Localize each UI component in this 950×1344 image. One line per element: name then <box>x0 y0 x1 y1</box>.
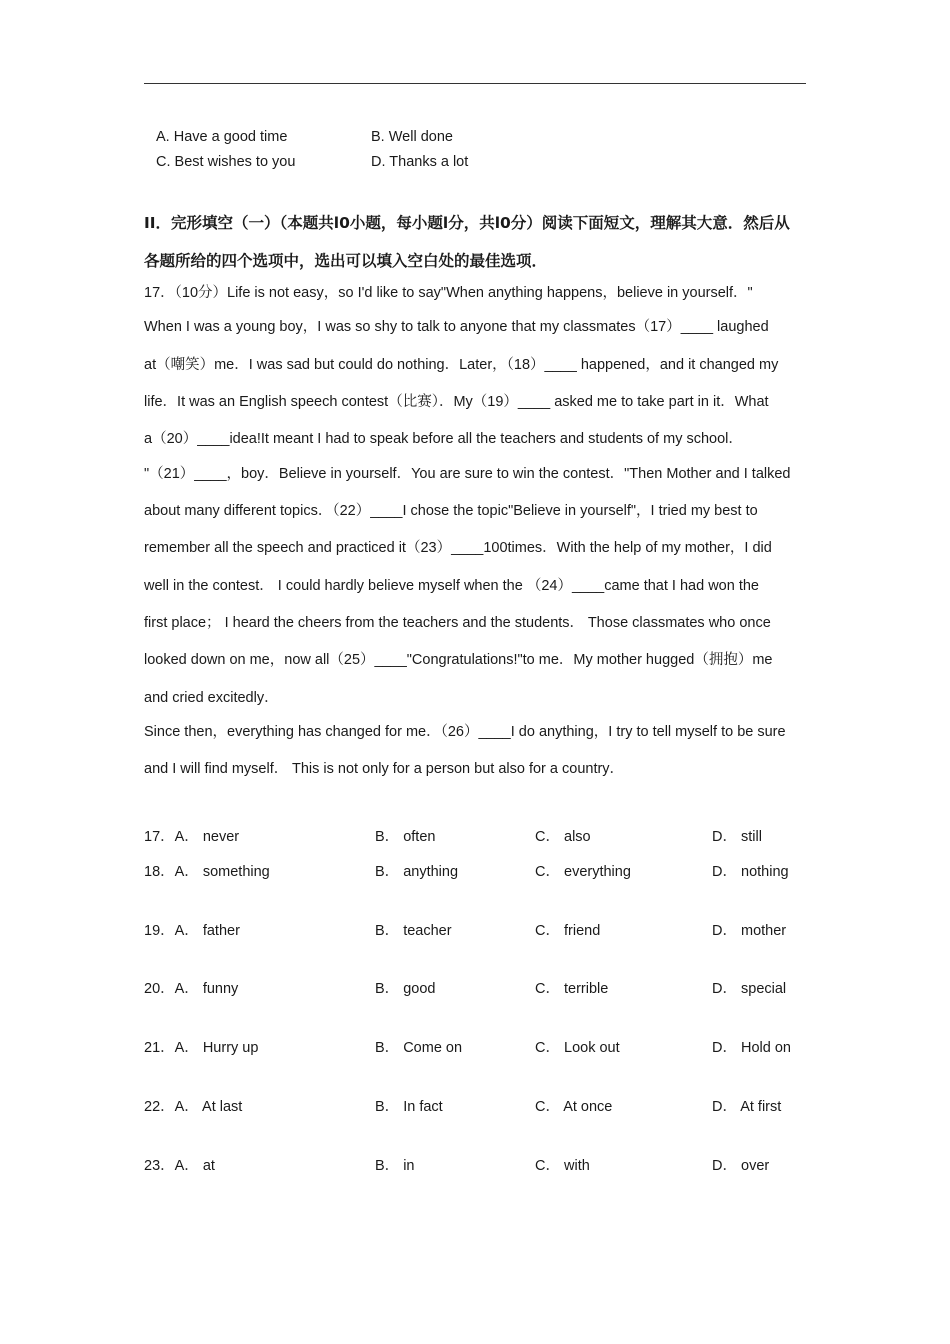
choice-c: C． everything <box>535 864 631 880</box>
options-row <box>156 125 656 150</box>
option-c: C. Best wishes to you <box>156 154 296 170</box>
passage-line: about many different topics．（22）____I chose the topic"Believe in yourself"，I tried my best to <box>144 503 758 519</box>
question-row <box>144 1154 806 1176</box>
passage-line: and cried excitedly． <box>144 690 279 706</box>
question-row <box>144 977 806 999</box>
choice-a: 19．A． father <box>144 923 240 939</box>
question-row <box>144 919 806 941</box>
choice-a: 22．A． At last <box>144 1099 243 1115</box>
options-row <box>156 150 656 175</box>
header-rule <box>144 83 806 84</box>
choice-b: B． anything <box>375 864 459 880</box>
choice-c: C． Look out <box>535 1040 620 1056</box>
choice-a: 17．A． never <box>144 829 240 845</box>
choice-d: D． special <box>712 981 787 997</box>
previous-question-options <box>156 125 656 175</box>
choice-b: B． teacher <box>375 923 452 939</box>
choice-c: C． also <box>535 829 591 845</box>
passage-line: at（嘲笑）me．I was sad but could do nothing．Later，（18）____ happened，and it changed my <box>144 357 779 373</box>
section-heading-line: 各题所给的四个选项中，选出可以填入空白处的最佳选项． <box>144 252 548 270</box>
passage-line: and I will find myself． This is not only for a person but also for a country． <box>144 761 625 777</box>
question-row <box>144 1036 806 1058</box>
passage-line: a（20）____idea!It meant I had to speak before all the teachers and students of my school． <box>144 431 743 447</box>
question-row <box>144 825 806 847</box>
choice-b: B． Come on <box>375 1040 463 1056</box>
choice-d: D． Hold on <box>712 1040 791 1056</box>
choice-d: D． mother <box>712 923 787 939</box>
choice-d: D． nothing <box>712 864 789 880</box>
passage-line: looked down on me，now all（25）____"Congratulations!"to me．My mother hugged（拥抱）me <box>144 652 773 668</box>
question-row <box>144 1095 806 1117</box>
passage-line: life．It was an English speech contest（比赛）．My（19）____ asked me to take part in it．What <box>144 394 769 410</box>
passage-line: remember all the speech and practiced it（23）____100times．With the help of my mother，I did <box>144 540 772 556</box>
choice-c: C． terrible <box>535 981 609 997</box>
passage-line: "（21）____，boy．Believe in yourself．You are sure to win the contest．"Then Mother and I talked <box>144 466 791 482</box>
passage-line: Since then，everything has changed for me．（26）____I do anything，I try to tell myself to be sure <box>144 724 786 740</box>
choice-d: D． At first <box>712 1099 782 1115</box>
passage-line: first place； I heard the cheers from the teachers and the students． Those classmates who once <box>144 615 771 631</box>
choice-c: C． friend <box>535 923 601 939</box>
choice-a: 21．A． Hurry up <box>144 1040 259 1056</box>
choice-c: C． with <box>535 1158 590 1174</box>
choice-b: B． good <box>375 981 436 997</box>
passage-line: 17．（10分）Life is not easy，so I'd like to say"When anything happens，believe in yourself．" <box>144 285 753 301</box>
choice-b: B． In fact <box>375 1099 443 1115</box>
option-d: D. Thanks a lot <box>371 154 469 170</box>
question-row <box>144 860 806 882</box>
option-b: B. Well done <box>371 129 453 145</box>
choice-d: D． still <box>712 829 762 845</box>
passage-line: well in the contest． I could hardly believe myself when the （24）____came that I had won the <box>144 578 759 594</box>
section-heading-line: II．完形填空（一）（本题共l0小题，每小题l分，共l0分）阅读下面短文，理解其大意．然后从 <box>144 214 790 232</box>
choice-a: 18．A． something <box>144 864 270 880</box>
choice-b: B． in <box>375 1158 415 1174</box>
section-heading <box>144 204 808 280</box>
choice-b: B． often <box>375 829 436 845</box>
choice-d: D． over <box>712 1158 770 1174</box>
choice-a: 20．A． funny <box>144 981 239 997</box>
passage-line: When I was a young boy，I was so shy to talk to anyone that my classmates（17）____ laughed <box>144 319 769 335</box>
option-a: A. Have a good time <box>156 129 288 145</box>
choice-c: C． At once <box>535 1099 613 1115</box>
choice-a: 23．A． at <box>144 1158 215 1174</box>
